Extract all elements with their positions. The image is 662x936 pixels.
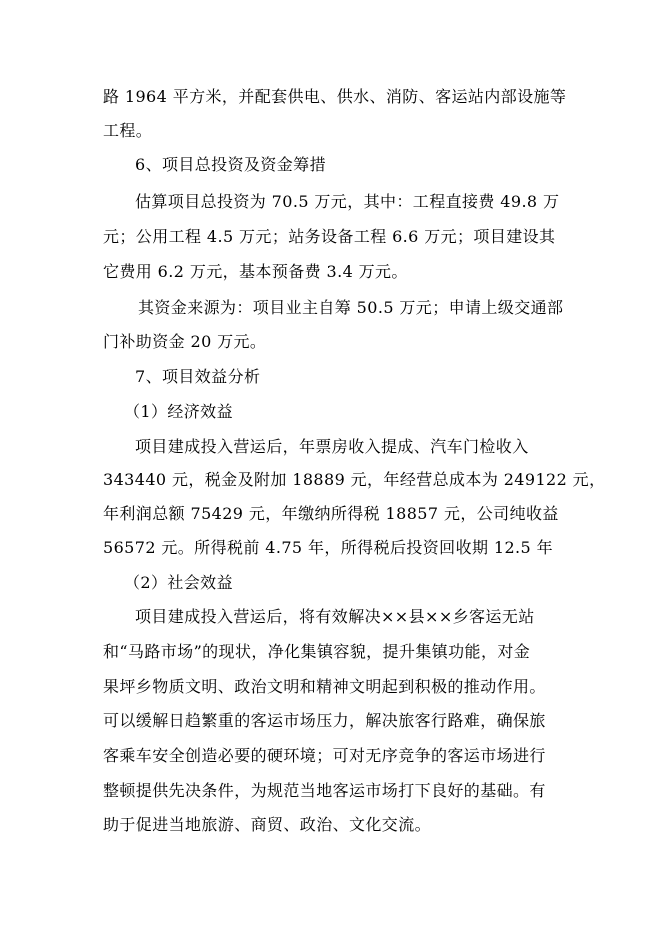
body-text-line: 元；公用工程 4.5 万元；站务设备工程 6.6 万元；项目建设其 — [103, 227, 556, 246]
body-text-line: 它费用 6.2 万元，基本预备费 3.4 万元。 — [103, 262, 408, 281]
section-heading: 6、项目总投资及资金筹措 — [135, 155, 326, 174]
body-text-line: 项目建成投入营运后，将有效解决××县××乡客运无站 — [135, 607, 535, 626]
body-text-line: 工程。 — [103, 121, 153, 140]
body-text-line: 果坪乡物质文明、政治文明和精神文明起到积极的推动作用。 — [103, 677, 546, 696]
body-text-line: 可以缓解日趋繁重的客运市场压力，解决旅客行路难，确保旅 — [103, 711, 546, 730]
body-text-line: 客乘车安全创造必要的硬环境；可对无序竞争的客运市场进行 — [103, 746, 546, 765]
subsection-heading: （2）社会效益 — [124, 573, 233, 592]
body-text-line: 56572 元。所得税前 4.75 年，所得税后投资回收期 12.5 年 — [103, 538, 553, 557]
body-text-line: 整顿提供先决条件，为规范当地客运市场打下良好的基础。有 — [103, 781, 546, 800]
body-text-line: 其资金来源为：项目业主自筹 50.5 万元；申请上级交通部 — [138, 298, 564, 317]
section-heading: 7、项目效益分析 — [135, 367, 261, 386]
body-text-line: 门补助资金 20 万元。 — [103, 332, 267, 351]
body-text-line: 助于促进当地旅游、商贸、政治、文化交流。 — [103, 815, 432, 834]
subsection-heading: （1）经济效益 — [124, 402, 233, 421]
body-text-line: 年利润总额 75429 元，年缴纳所得税 18857 元，公司纯收益 — [103, 504, 559, 523]
body-text-line: 和“马路市场”的现状，净化集镇容貌，提升集镇功能，对金 — [103, 642, 531, 661]
body-text-line: 路 1964 平方米，并配套供电、供水、消防、客运站内部设施等 — [103, 87, 567, 106]
body-text-line: 343440 元，税金及附加 18889 元，年经营总成本为 249122 元， — [103, 470, 606, 489]
body-text-line: 项目建成投入营运后，年票房收入提成、汽车门检收入 — [135, 437, 529, 456]
body-text-line: 估算项目总投资为 70.5 万元，其中：工程直接费 49.8 万 — [135, 192, 560, 211]
